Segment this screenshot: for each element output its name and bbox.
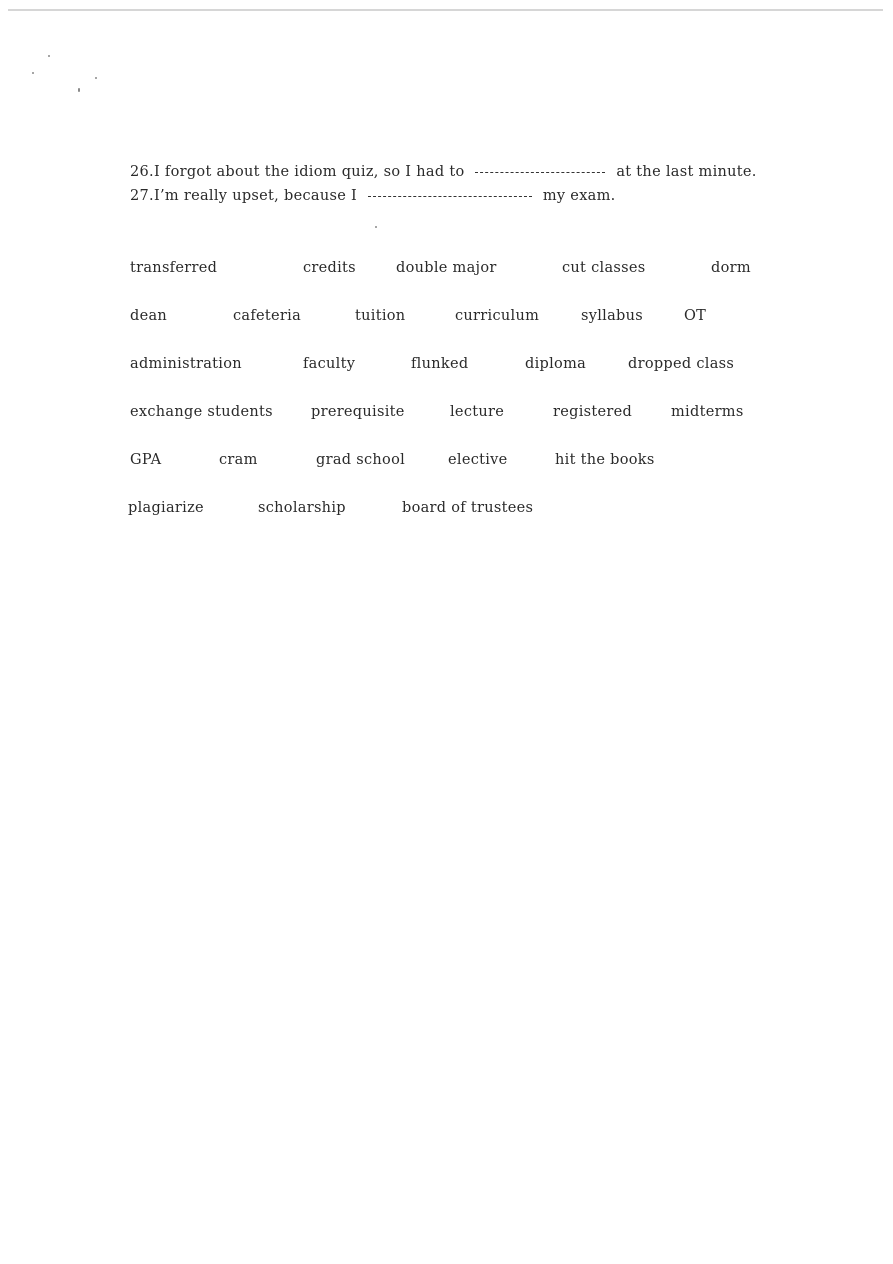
- question-text-after: my exam.: [542, 188, 616, 204]
- word-bank-item: diploma: [525, 356, 587, 372]
- question-26: [130, 164, 757, 180]
- word-bank-item: registered: [553, 404, 633, 420]
- scan-speck: [95, 77, 97, 79]
- scan-edge-line: [8, 9, 883, 11]
- scan-speck: [48, 55, 50, 57]
- word-bank-item: OT: [684, 308, 707, 324]
- word-bank-item: cafeteria: [233, 308, 302, 324]
- answer-blank[interactable]: [368, 195, 532, 197]
- word-bank-item: administration: [130, 356, 242, 372]
- word-bank-item: GPA: [130, 452, 162, 468]
- word-bank-item: credits: [303, 260, 356, 276]
- word-bank-item: flunked: [411, 356, 469, 372]
- word-bank-item: midterms: [671, 404, 744, 420]
- scan-speck: [375, 226, 377, 228]
- word-bank-item: plagiarize: [128, 500, 204, 516]
- word-bank-item: faculty: [303, 356, 356, 372]
- word-bank-item: tuition: [355, 308, 406, 324]
- word-bank-item: scholarship: [258, 500, 346, 516]
- word-bank-item: elective: [448, 452, 508, 468]
- word-bank-item: transferred: [130, 260, 218, 276]
- word-bank-item: lecture: [450, 404, 505, 420]
- word-bank-item: grad school: [316, 452, 406, 468]
- word-bank-item: double major: [396, 260, 497, 276]
- question-number: 26.: [130, 164, 154, 180]
- word-bank-item: dropped class: [628, 356, 735, 372]
- word-bank-item: board of trustees: [402, 500, 534, 516]
- word-bank-item: cram: [219, 452, 258, 468]
- word-bank-item: dean: [130, 308, 168, 324]
- word-bank-item: prerequisite: [311, 404, 405, 420]
- scan-speck: [78, 88, 80, 92]
- question-text-after: at the last minute.: [616, 164, 757, 180]
- question-number: 27.: [130, 188, 154, 204]
- question-text-before: I’m really upset, because I: [153, 188, 358, 204]
- word-bank-item: exchange students: [130, 404, 273, 420]
- word-bank-item: cut classes: [562, 260, 646, 276]
- word-bank-item: curriculum: [455, 308, 540, 324]
- word-bank-item: dorm: [711, 260, 751, 276]
- word-bank-item: syllabus: [581, 308, 644, 324]
- answer-blank[interactable]: [475, 171, 605, 173]
- question-text-before: I forgot about the idiom quiz, so I had to: [153, 164, 465, 180]
- scan-speck: [32, 72, 34, 74]
- word-bank-item: hit the books: [555, 452, 655, 468]
- question-27: [130, 188, 616, 204]
